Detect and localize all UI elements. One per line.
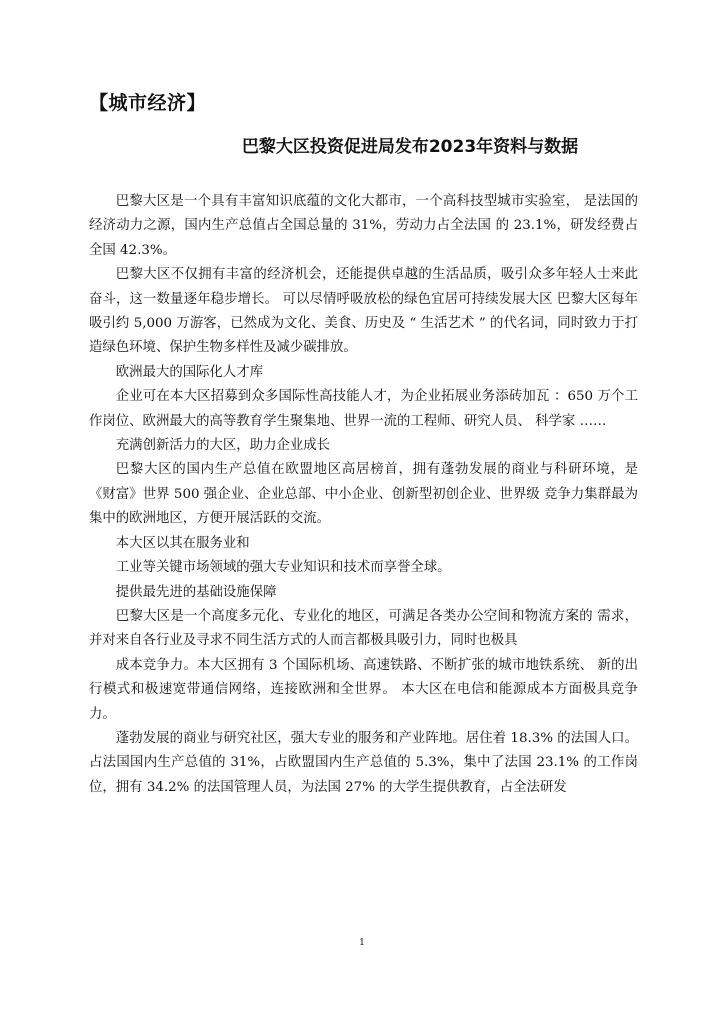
paragraph: 巴黎大区不仅拥有丰富的经济机会，还能提供卓越的生活品质，吸引众多年轻人士来此奋斗，这一数量逐年稳步增长。 可以尽情呼吸放松的绿色宜居可持续发展大区 巴黎大区每年吸引约 5,000 万游客，已然成为文化、美食、历史及 “ 生活艺术 ” 的代名词，同时致力于打造绿色环境、保护生物多样性及减少碳排放。 <box>89 267 638 356</box>
paragraph: 成本竞争力。本大区拥有 3 个国际机场、高速铁路、不断扩张的城市地铁系统、 新的出行模式和极速宽带通信网络，连接欧洲和全世界。 本大区在电信和能源成本方面极具竞争力。 <box>89 657 638 722</box>
paragraph: 企业可在本大区招募到众多国际性高技能人才，为企业拓展业务添砖加瓦 ：650 万个工作岗位、欧洲最大的高等教育学生聚集地、世界一流的工程师、研究人员、 科学家 …… <box>89 389 638 429</box>
page-number: 1 <box>359 938 365 948</box>
subheading: 欧洲最大的国际化人才库 <box>115 364 264 380</box>
subheading: 提供最先进的基础设施保障 <box>115 584 277 600</box>
subheading: 充满创新活力的大区，助力企业成长 <box>115 438 331 454</box>
article-body <box>89 190 638 800</box>
paragraph: 蓬勃发展的商业与研究社区，强大专业的服务和产业阵地。居住着 18.3% 的法国人口。占法国国内生产总值的 31%，占欧盟国内生产总值的 5.3%，集中了法国 23.1% 的工作岗位，拥有 34.2% 的法国管理人员，为法国 27% 的大学生提供教育，占全法研发 <box>89 730 638 795</box>
paragraph: 工业等关键市场领域的强大专业知识和技术而享誉全球。 <box>115 560 451 576</box>
paragraph: 巴黎大区是一个具有丰富知识底蕴的文化大都市，一个高科技型城市实验室， 是法国的经济动力之源，国内生产总值占全国总量的 31%，劳动力占全法国 的 23.1%，研发经费占全国 42.3%。 <box>89 194 638 258</box>
paragraph: 巴黎大区的国内生产总值在欧盟地区高居榜首，拥有蓬勃发展的商业与科研环境，是《财富》世界 500 强企业、企业总部、中小企业、创新型初创企业、世界级 竞争力集群最为集中的欧洲地区，方便开展活跃的交流。 <box>89 462 638 527</box>
section-tag: 【城市经济】 <box>89 92 207 114</box>
document-title: 巴黎大区投资促进局发布2023年资料与数据 <box>241 137 579 157</box>
paragraph: 本大区以其在服务业和 <box>115 535 250 551</box>
paragraph: 巴黎大区是一个高度多元化、专业化的地区，可满足各类办公空间和物流方案的 需求，并对来自各行业及寻求不同生活方式的人而言都极具吸引力，同时也极具 <box>89 608 638 649</box>
